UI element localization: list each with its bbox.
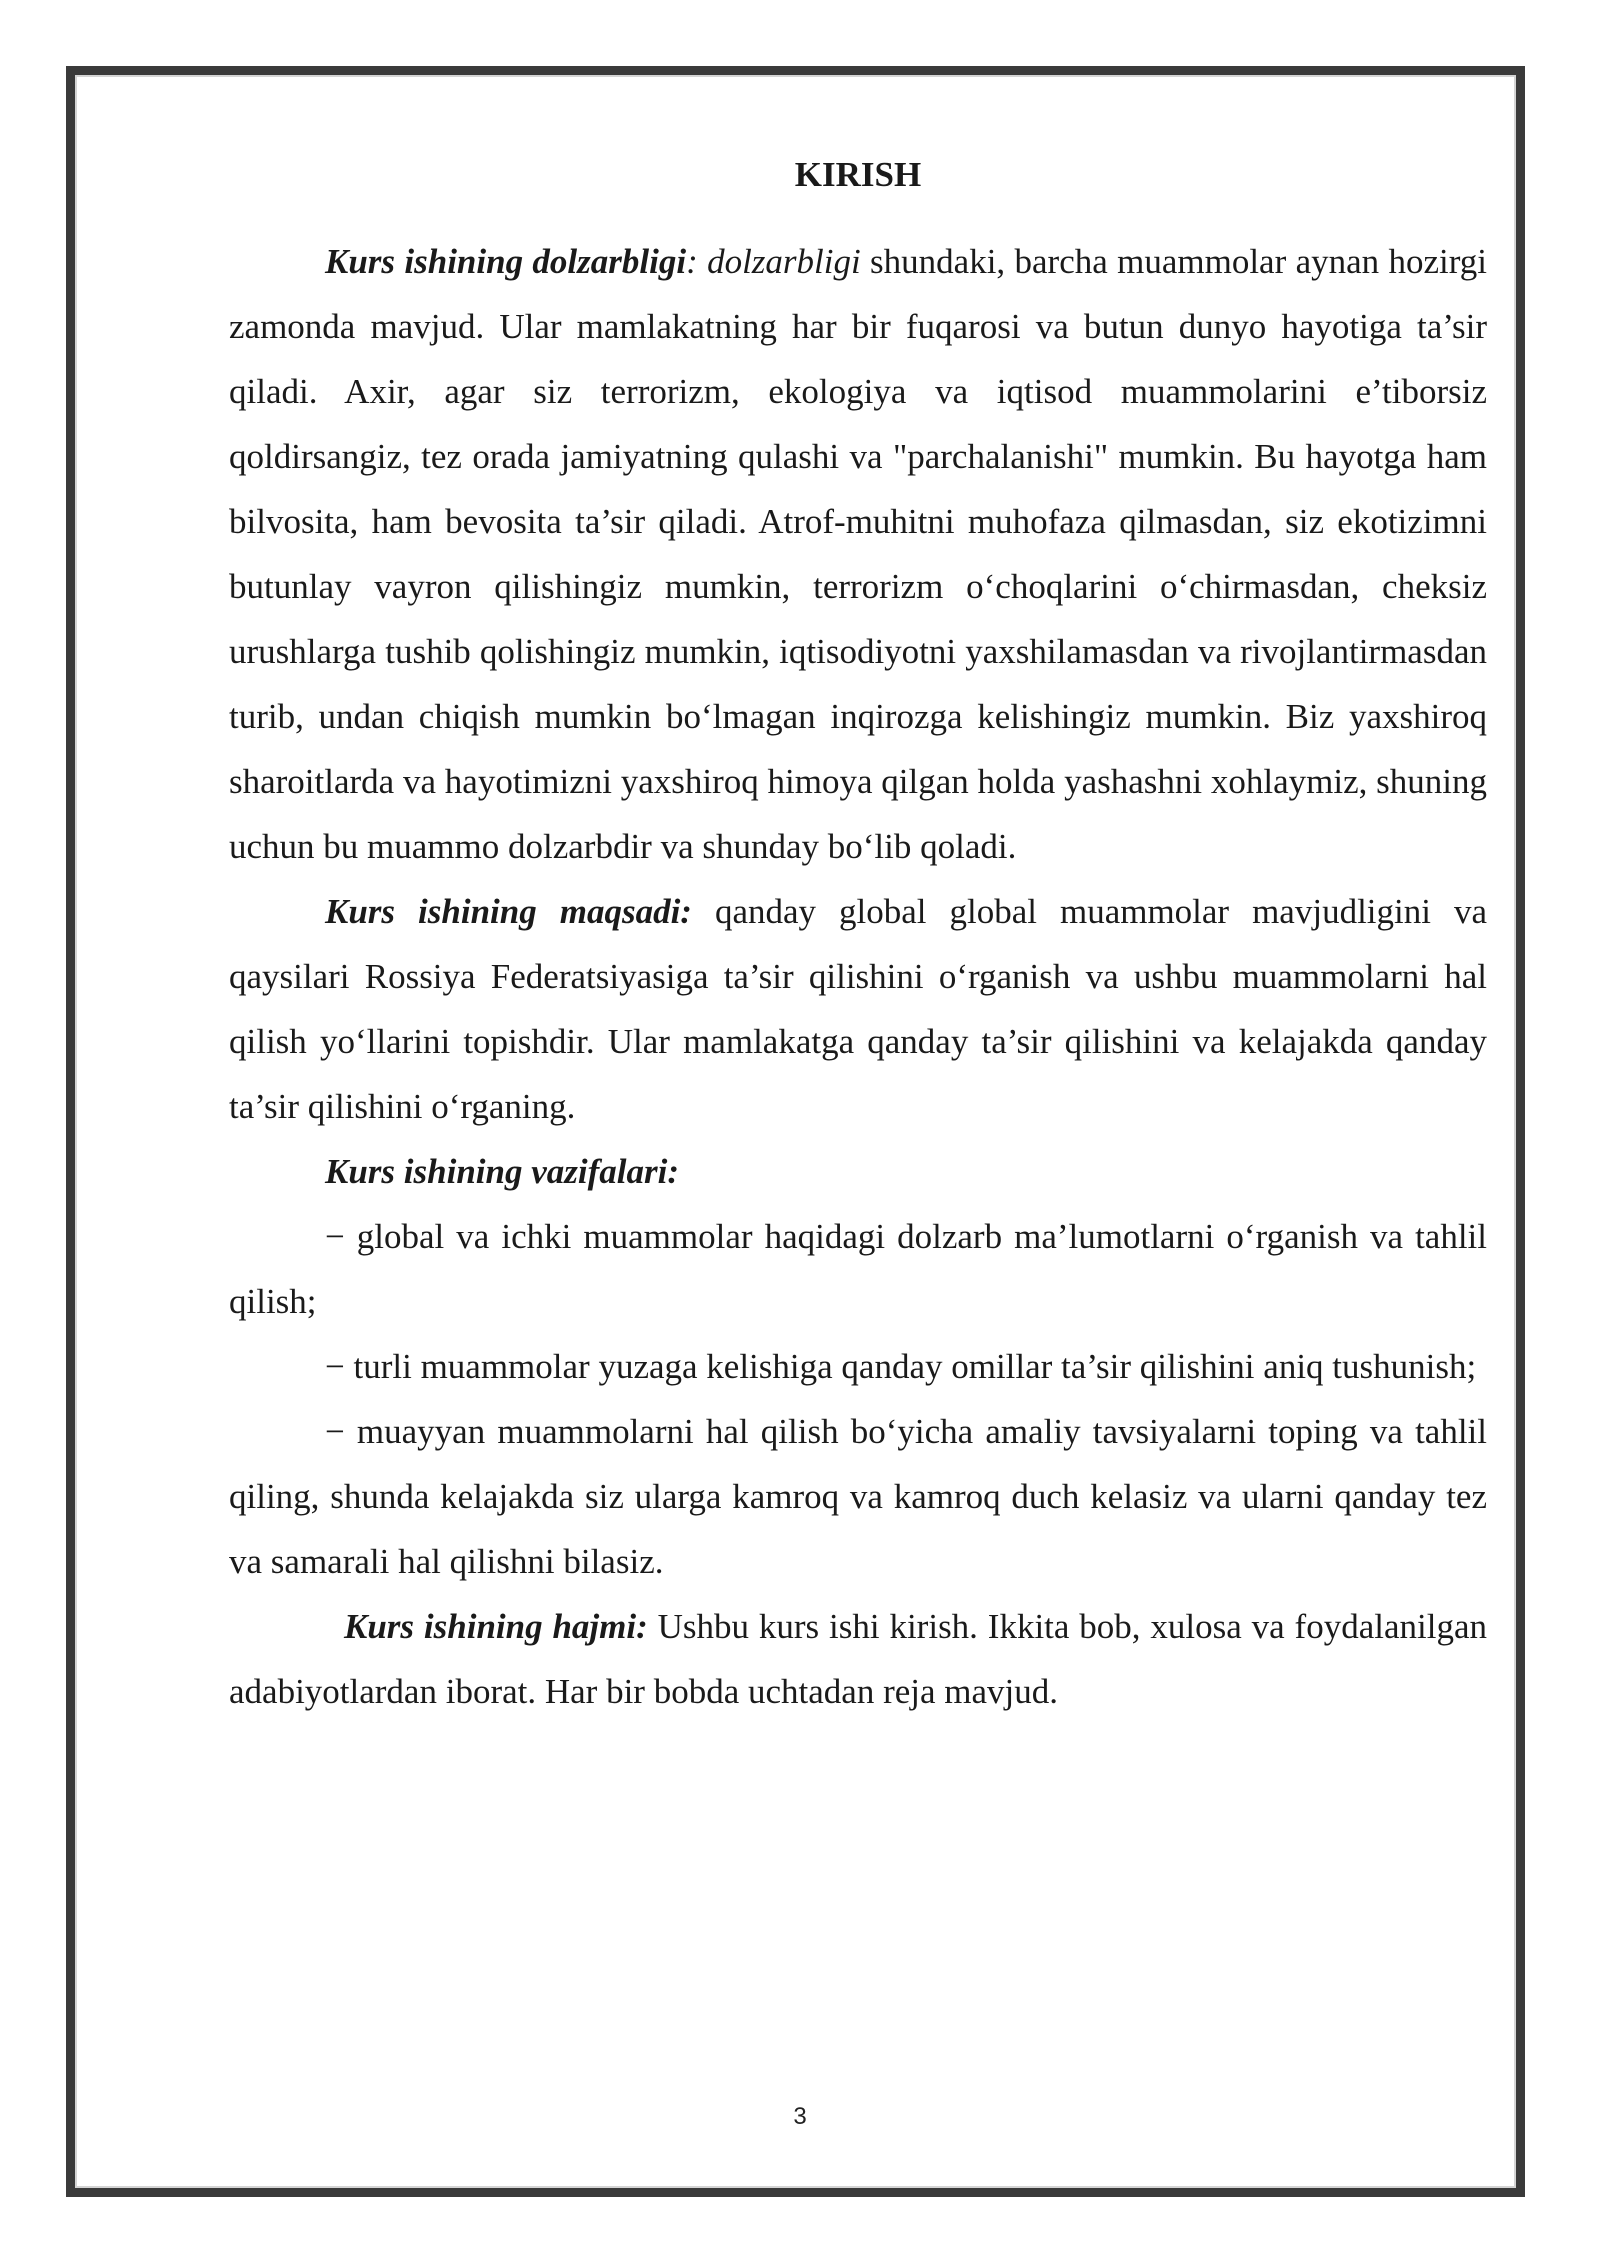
goal-text: qanday global global muammolar mavjudligini va qaysilari Rossiya Federatsiyasiga ta’sir qilishini o‘rganish va ushbu muammolarni hal qilish yo‘llarini topishdir. Ular mamlakatga qanday ta’sir qilishini va kelajakda qanday ta’sir qilishini o‘rganing. — [229, 892, 1487, 1126]
task-item: − turli muammolar yuzaga kelishiga qanday omillar ta’sir qilishini aniq tushunish; — [325, 1347, 1477, 1386]
task-item: − global va ichki muammolar haqidagi dolzarb ma’lumotlarni o‘rganish va tahlil qilish; — [229, 1217, 1487, 1321]
volume-label: Kurs ishining hajmi: — [344, 1607, 648, 1646]
tasks-heading-paragraph — [229, 1139, 1487, 1204]
relevance-label: Kurs ishining dolzarbligi — [325, 242, 687, 281]
goal-paragraph — [229, 879, 1487, 1139]
tasks-label: Kurs ishining vazifalari: — [325, 1152, 679, 1191]
relevance-text: shundaki, barcha muammolar aynan hozirgi zamonda mavjud. Ular mamlakatning har bir fuqarosi va butun dunyo hayotiga ta’sir qiladi. Axir, agar siz terrorizm, ekologiya va iqtisod muammolarini e’tiborsiz qoldirsangiz, tez orada jamiyatning qulashi va "parchalanishi" mumkin. Bu hayotga ham bilvosita, ham bevosita ta’sir qiladi. Atrof-muhitni muhofaza qilmasdan, siz ekotizimni butunlay vayron qilishingiz mumkin, terrorizm o‘choqlarini o‘chirmasdan, cheksiz urushlarga tushib qolishingiz mumkin, iqtisodiyotni yaxshilamasdan va rivojlantirmasdan turib, undan chiqish mumkin bo‘lmagan inqirozga kelishingiz mumkin. Biz yaxshiroq sharoitlarda va hayotimizni yaxshiroq himoya qilgan holda yashashni xohlaymiz, shuning uchun bu muammo dolzarbdir va shunday bo‘lib qoladi. — [229, 242, 1487, 866]
relevance-italic-word: dolzarbligi — [707, 242, 861, 281]
relevance-paragraph — [229, 229, 1487, 879]
page-title: KIRISH — [794, 155, 922, 194]
page-content — [229, 145, 1487, 1724]
page-number: 3 — [793, 2103, 807, 2130]
relevance-colon: : — [686, 242, 698, 281]
task-item: − muayyan muammolarni hal qilish bo‘yicha amaliy tavsiyalarni toping va tahlil qiling, shunda kelajakda siz ularga kamroq va kamroq duch kelasiz va ularni qanday tez va samarali hal qilishni bilasiz. — [229, 1412, 1487, 1581]
volume-text: Ushbu kurs ishi kirish. Ikkita bob, xulosa va foydalanilgan adabiyotlardan iborat. Har bir bobda uchtadan reja mavjud. — [229, 1607, 1487, 1711]
goal-label: Kurs ishining maqsadi: — [325, 892, 692, 931]
volume-paragraph — [229, 1594, 1487, 1724]
